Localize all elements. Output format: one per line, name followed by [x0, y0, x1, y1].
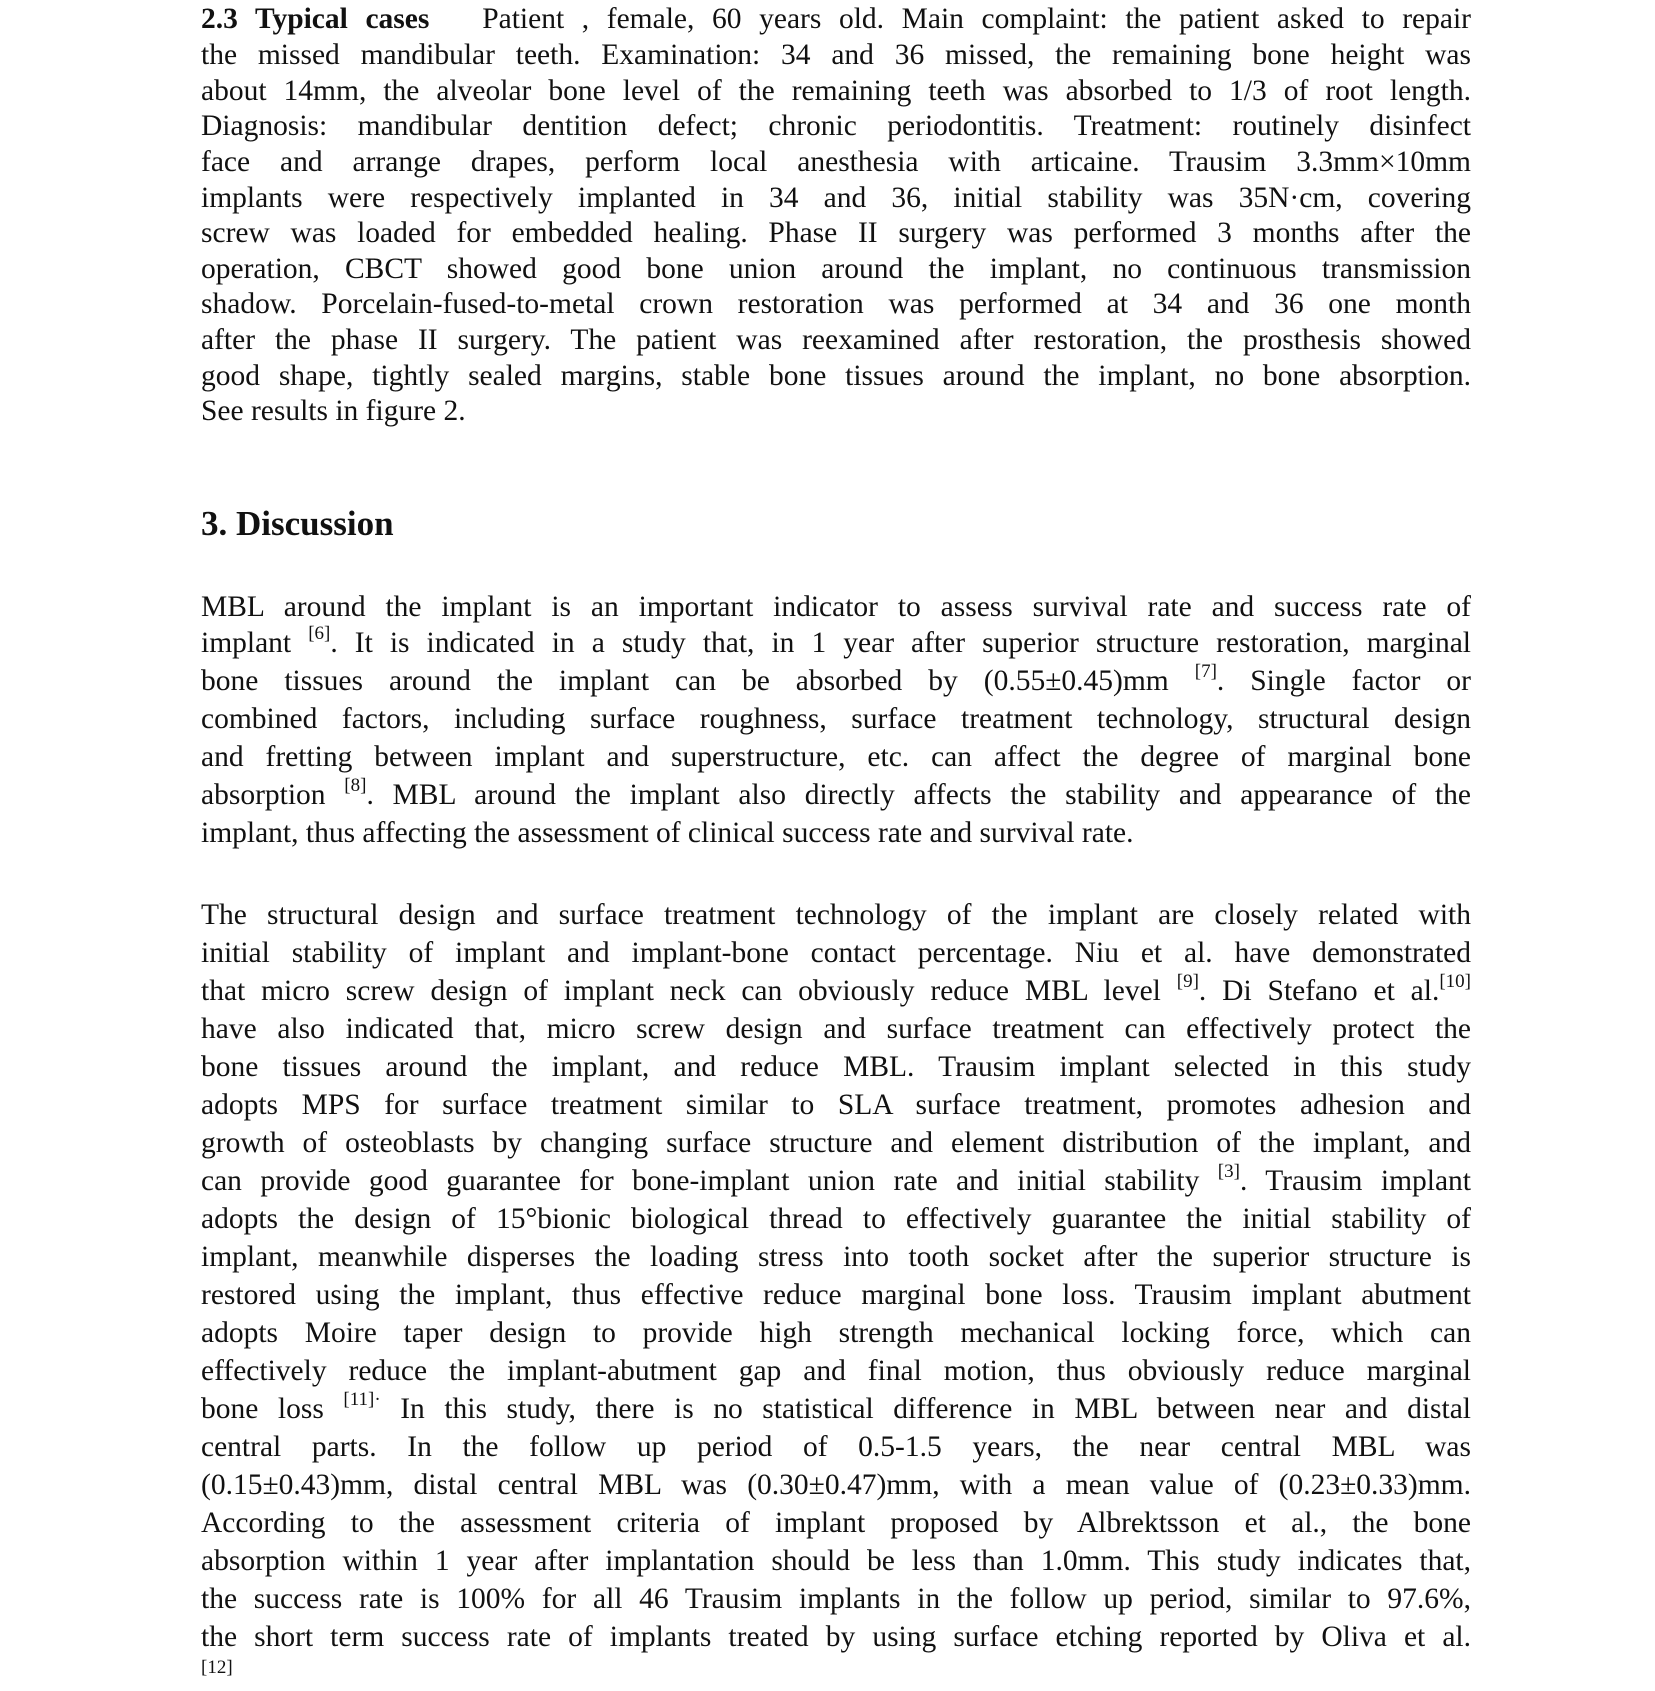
section-label: 2.3 Typical cases: [201, 3, 430, 35]
text-line: absorption within 1 year after implantation should be less than 1.0mm. This study indicates that,: [201, 1545, 1471, 1577]
text-line: and fretting between implant and superstructure, etc. can affect the degree of marginal bone: [201, 741, 1471, 773]
citation[interactable]: [7]: [1194, 661, 1217, 683]
citation[interactable]: [8]: [344, 775, 367, 797]
text-line: central parts. In the follow up period of 0.5-1.5 years, the near central MBL was: [201, 1431, 1471, 1463]
text-line: that micro screw design of implant neck can obviously reduce MBL level [9]. Di Stefano et al.[10]: [201, 971, 1471, 1007]
text-line: have also indicated that, micro screw design and surface treatment can effectively protect the: [201, 1013, 1471, 1045]
text-line: combined factors, including surface roughness, surface treatment technology, structural design: [201, 703, 1471, 735]
text-line: the success rate is 100% for all 46 Trausim implants in the follow up period, similar to 97.6%,: [201, 1583, 1471, 1615]
text-line: 2.3 Typical cases Patient , female, 60 years old. Main complaint: the patient asked to repair: [201, 3, 1472, 35]
citation[interactable]: [10]: [1439, 971, 1471, 993]
text-line: bone tissues around the implant, and reduce MBL. Trausim implant selected in this study: [201, 1051, 1471, 1083]
text-line: growth of osteoblasts by changing surface structure and element distribution of the implant, and: [201, 1127, 1471, 1159]
citation[interactable]: [11]·: [343, 1389, 381, 1411]
citation[interactable]: [9]: [1176, 971, 1199, 993]
text-line: The structural design and surface treatment technology of the implant are closely related with: [201, 899, 1471, 931]
text-line: absorption [8]. MBL around the implant also directly affects the stability and appearance of the: [201, 775, 1471, 811]
text-line: implant, meanwhile disperses the loading stress into tooth socket after the superior structure is: [201, 1241, 1471, 1273]
text-line: MBL around the implant is an important indicator to assess survival rate and success rate of: [201, 591, 1471, 623]
text-line: after the phase II surgery. The patient was reexamined after restoration, the prosthesis showed: [201, 324, 1471, 356]
text-line: Diagnosis: mandibular dentition defect; chronic periodontitis. Treatment: routinely disinfect: [201, 110, 1471, 142]
text-line: the missed mandibular teeth. Examination: 34 and 36 missed, the remaining bone height was: [201, 39, 1471, 71]
text-line: See results in figure 2.: [201, 395, 466, 427]
text-line: implant [6]. It is indicated in a study that, in 1 year after superior structure restoration, marginal: [201, 623, 1471, 659]
text-line: adopts Moire taper design to provide high strength mechanical locking force, which can: [201, 1317, 1471, 1349]
citation[interactable]: [12]: [201, 1657, 233, 1678]
text-line: operation, CBCT showed good bone union around the implant, no continuous transmission: [201, 253, 1471, 285]
text-line: bone tissues around the implant can be absorbed by (0.55±0.45)mm [7]. Single factor or: [201, 661, 1471, 697]
text-line: screw was loaded for embedded healing. Phase II surgery was performed 3 months after the: [201, 217, 1471, 249]
text-line: initial stability of implant and implant-bone contact percentage. Niu et al. have demonstrated: [201, 937, 1471, 969]
text-line: restored using the implant, thus effective reduce marginal bone loss. Trausim implant abutment: [201, 1279, 1471, 1311]
text-line: face and arrange drapes, perform local anesthesia with articaine. Trausim 3.3mm×10mm: [201, 146, 1471, 178]
text-line: According to the assessment criteria of implant proposed by Albrektsson et al., the bone: [201, 1507, 1471, 1539]
text-line: adopts the design of 15°bionic biological thread to effectively guarantee the initial stability of: [201, 1203, 1471, 1235]
section-heading-discussion: 3. Discussion: [201, 504, 394, 543]
text-line: good shape, tightly sealed margins, stable bone tissues around the implant, no bone absorption.: [201, 360, 1471, 392]
text-line: about 14mm, the alveolar bone level of the remaining teeth was absorbed to 1/3 of root length.: [201, 75, 1471, 107]
text-line: effectively reduce the implant-abutment gap and final motion, thus obviously reduce marginal: [201, 1355, 1471, 1387]
text-line: bone loss $^{[11]\cdot}$ In this study, there is no statistical difference in MBL between near and distal: [201, 1389, 1471, 1425]
text-line: (0.15±0.43)mm, distal central MBL was (0.30±0.47)mm, with a mean value of (0.23±0.33)mm.: [201, 1469, 1471, 1501]
text-line: the short term success rate of implants treated by using surface etching reported by Oliva et al.: [201, 1621, 1471, 1653]
citation[interactable]: [6]: [308, 623, 331, 645]
text-line: adopts MPS for surface treatment similar to SLA surface treatment, promotes adhesion and: [201, 1089, 1471, 1121]
text-line: implants were respectively implanted in 34 and 36, initial stability was 35N·cm, covering: [201, 182, 1471, 214]
text-line: shadow. Porcelain-fused-to-metal crown restoration was performed at 34 and 36 one month: [201, 288, 1471, 320]
text-line: can provide good guarantee for bone-implant union rate and initial stability [3]. Trausim implant: [201, 1161, 1471, 1197]
text-line: implant, thus affecting the assessment of clinical success rate and survival rate.: [201, 817, 1134, 849]
citation[interactable]: [3]: [1217, 1161, 1240, 1183]
